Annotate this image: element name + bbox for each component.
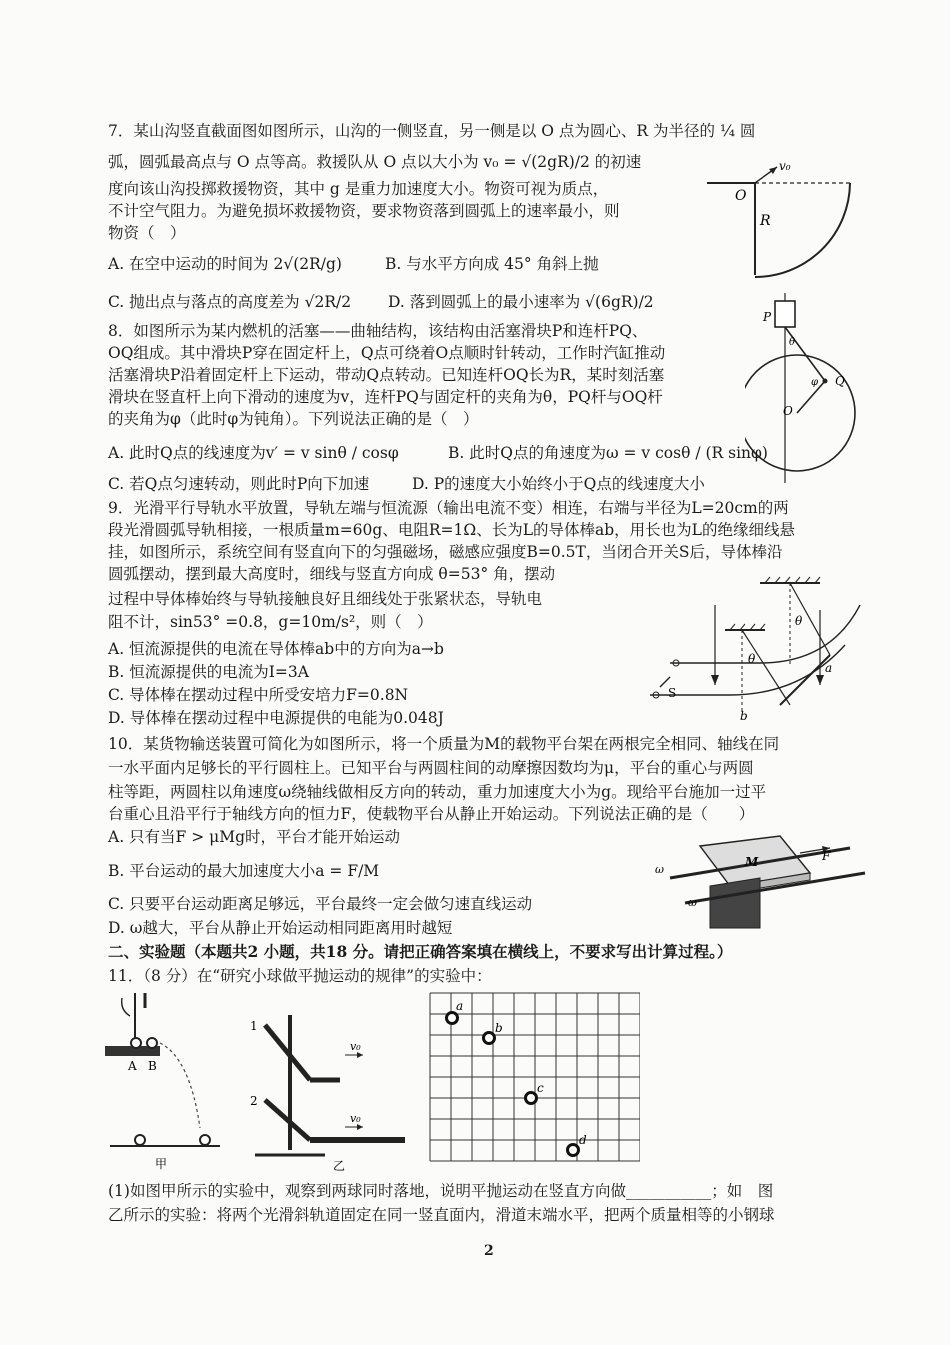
q9-option-d: D. 导体棒在摆动过程中电源提供的电能为0.048J <box>108 709 444 727</box>
q11-line1: 11．（8 分）在“研究小球做平抛运动的规律”的实验中： <box>108 967 492 985</box>
q11-label-2: 2 <box>250 1094 258 1108</box>
q11-grid-label-a: a <box>456 999 464 1013</box>
q9-line1: 9．光滑平行导轨水平放置，导轨左端与恒流源（输出电流不变）相连，右端与半径为L=20cm的两 <box>108 499 789 517</box>
q9-line4: 圆弧摆动，摆到最大高度时，细线与竖直方向成 θ=53° 角，摆动 <box>108 565 556 583</box>
q7-line1: 7．某山沟竖直截面图如图所示，山沟的一侧竖直，另一侧是以 O 点为圆心、R 为半径的 ¼ 圆 <box>108 122 756 140</box>
q8-line2: OQ组成。其中滑块P穿在固定杆上，Q点可绕着O点顺时针转动，工作时汽缸推动 <box>108 344 666 362</box>
q8-label-O: O <box>783 404 793 418</box>
q11-figure-yi <box>245 1010 415 1175</box>
q10-line1: 10．某货物输送装置可简化为如图所示，将一个质量为M的载物平台架在两根完全相同、轴线在同 <box>108 735 780 753</box>
q11-label-v0-2: v₀ <box>350 1112 361 1125</box>
q9-option-a: A. 恒流源提供的电流在导体棒ab中的方向为a→b <box>108 640 444 658</box>
q10-label-omega1: ω <box>655 863 664 876</box>
q11-grid-label-d: d <box>579 1133 587 1147</box>
q9-line6: 阻不计，sin53° =0.8，g=10m/s²，则（ ） <box>108 613 433 631</box>
section-2-heading: 二、实验题（本题共2 小题，共18 分。请把正确答案填在横线上，不要求写出计算过程。） <box>108 942 733 961</box>
q11-grid-label-c: c <box>537 1081 544 1095</box>
q10-label-F: F <box>822 849 831 863</box>
q9-label-S: S <box>668 686 677 700</box>
q8-crank-diagram <box>745 293 860 488</box>
q7-line4: 不计空气阻力。为避免损坏救援物资，要求物资落到圆弧上的速率最小，则 <box>108 202 620 220</box>
q10-line3: 柱等距，两圆柱以角速度ω绕轴线做相反方向的转动，重力加速度大小为g。现给平台施加一过平 <box>108 783 767 801</box>
q8-option-b: B. 此时Q点的角速度为ω = v cosθ / (R sinφ) <box>448 444 768 462</box>
q10-option-b: B. 平台运动的最大加速度大小a = F/M <box>108 862 380 880</box>
q7-line5: 物资（ ） <box>108 224 186 242</box>
q7-option-a: A. 在空中运动的时间为 2√(2R/g) <box>108 255 342 273</box>
q10-option-c: C. 只要平台运动距离足够远，平台最终一定会做匀速直线运动 <box>108 895 533 913</box>
q11-label-yi: 乙 <box>333 1159 346 1173</box>
q9-label-a: a <box>825 661 833 675</box>
q11-grid-label-b: b <box>495 1021 503 1035</box>
q10-option-d: D. ω越大，平台从静止开始运动相同距离用时越短 <box>108 919 453 937</box>
q10-label-M: M <box>745 855 759 869</box>
page-number: 2 <box>484 1243 494 1259</box>
q8-option-c: C. 若Q点匀速转动，则此时P向下加速 <box>108 475 370 493</box>
q9-option-c: C. 导体棒在摆动过程中所受安培力F=0.8N <box>108 686 409 704</box>
q7-label-O: O <box>735 188 747 204</box>
q10-platform-diagram <box>650 828 875 933</box>
q11-line2: (1)如图甲所示的实验中，观察到两球同时落地，说明平抛运动在竖直方向做___________；如 图 <box>108 1182 774 1200</box>
q10-option-a: A. 只有当F > μMg时，平台才能开始运动 <box>108 828 401 846</box>
q8-line4: 滑块在竖直杆上向下滑动的速度为v，连杆PQ与固定杆的夹角为θ，PQ杆与OQ杆 <box>108 388 663 406</box>
q7-line3: 度向该山沟投掷救援物资，其中 g 是重力加速度大小。物资可视为质点， <box>108 180 609 198</box>
q10-line4: 台重心且沿平行于轴线方向的恒力F，使载物平台从静止开始运动。下列说法正确的是（ ） <box>108 805 755 823</box>
q11-label-1: 1 <box>250 1019 258 1033</box>
q8-option-d: D. P的速度大小始终小于Q点的线速度大小 <box>412 475 705 493</box>
q10-label-omega2: ω <box>688 896 697 909</box>
q8-label-P: P <box>763 310 772 324</box>
q7-option-d: D. 落到圆弧上的最小速率为 √(6gR)/2 <box>388 293 654 311</box>
q8-line3: 活塞滑块P沿着固定杆上下运动，带动Q点转动。已知连杆OQ长为R，某时刻活塞 <box>108 366 665 384</box>
q7-ravine-diagram <box>705 155 855 285</box>
q11-line3: 乙所示的实验：将两个光滑斜轨道固定在同一竖直面内，滑道末端水平，把两个质量相等的小钢球 <box>108 1206 775 1224</box>
q7-option-b: B. 与水平方向成 45° 角斜上抛 <box>385 255 599 273</box>
q8-line1: 8．如图所示为某内燃机的活塞——曲轴结构，该结构由活塞滑块P和连杆PQ、 <box>108 322 648 340</box>
q9-line2: 段光滑圆弧导轨相接，一根质量m=60g、电阻R=1Ω、长为L的导体棒ab，用长也为L的绝缘细线悬 <box>108 521 795 539</box>
q7-option-c: C. 抛出点与落点的高度差为 √2R/2 <box>108 293 352 311</box>
q7-label-v0: v₀ <box>779 159 791 173</box>
q9-label-b: b <box>740 709 748 723</box>
q11-label-A: A <box>128 1059 137 1073</box>
q9-option-b: B. 恒流源提供的电流为I=3A <box>108 663 309 681</box>
q8-label-theta: θ <box>789 337 796 348</box>
q7-line2: 弧，圆弧最高点与 O 点等高。救援队从 O 点以大小为 v₀ = √(2gR)/2 的初速 <box>108 153 642 171</box>
q11-label-jia: 甲 <box>155 1157 168 1171</box>
q11-label-B: B <box>148 1059 157 1073</box>
q9-rail-diagram <box>630 575 870 725</box>
q10-line2: 一水平面内足够长的平行圆柱上。已知平台与两圆柱间的动摩擦因数均为μ，平台的重心与两圆 <box>108 759 754 777</box>
q9-line5: 过程中导体棒始终与导轨接触良好且细线处于张紧状态，导轨电 <box>108 590 543 608</box>
q9-label-theta2: θ <box>748 652 756 666</box>
q8-option-a: A. 此时Q点的线速度为v′ = v sinθ / cosφ <box>108 444 399 462</box>
q8-line5: 的夹角为φ（此时φ为钝角）。下列说法正确的是（ ） <box>108 410 479 428</box>
q11-figure-jia <box>100 988 230 1173</box>
q11-grid-figure <box>425 988 640 1168</box>
q8-label-Q: Q <box>835 374 845 388</box>
q7-label-R: R <box>760 213 771 229</box>
q8-label-phi: φ <box>811 377 819 388</box>
q11-label-v0-1: v₀ <box>350 1040 361 1053</box>
q9-line3: 挂，如图所示，系统空间有竖直向下的匀强磁场，磁感应强度B=0.5T，当闭合开关S后，导体棒沿 <box>108 543 783 561</box>
q9-label-theta1: θ <box>795 614 803 628</box>
